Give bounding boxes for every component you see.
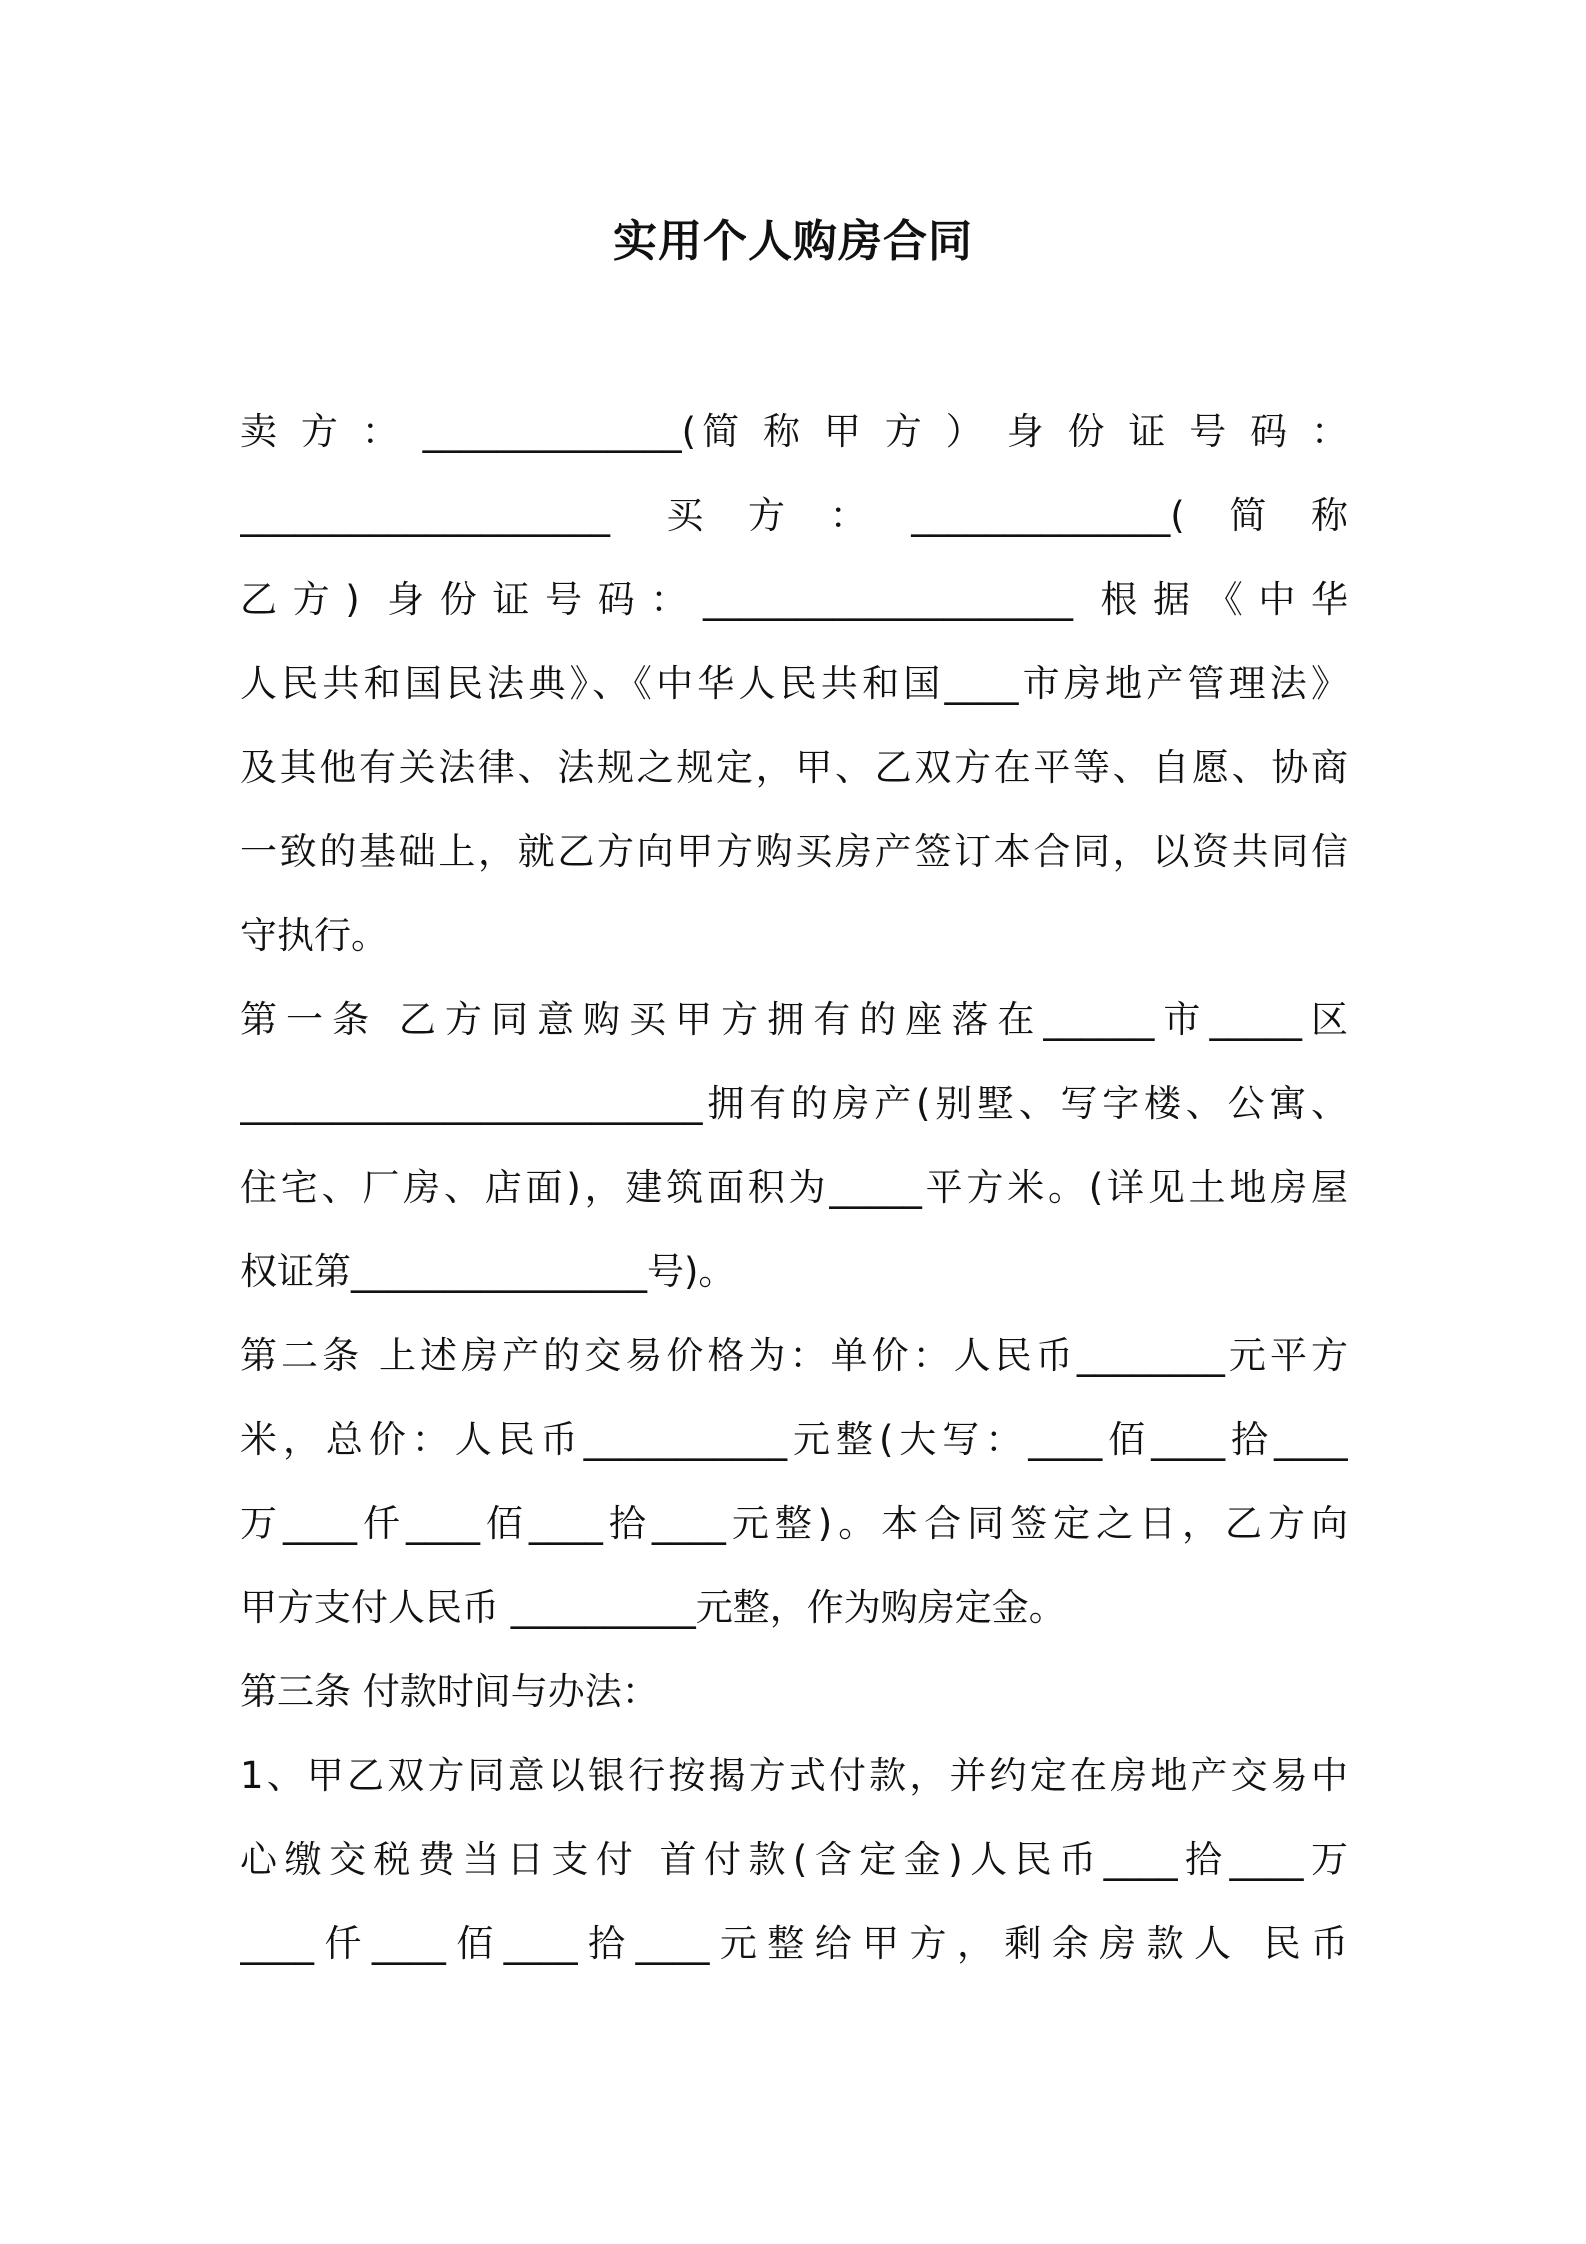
text-line-1: 卖 方 ： ______________(简 称 甲 方 ） 身 份 证 号 码 ：: [240, 410, 1348, 453]
text-line-2: ____________________ 买方：______________(简称: [240, 494, 1348, 537]
text-line-12: 第二条 上述房产的交易价格为：单价：人民币________元平方: [240, 1334, 1348, 1377]
text-line-14: 万____仟____佰____拾____元整)。本合同签定之日，乙方向: [240, 1502, 1348, 1545]
text-line-13: 米，总价：人民币___________元整(大写：____佰____拾____: [240, 1418, 1348, 1461]
text-line-17: 1、甲乙双方同意以银行按揭方式付款，并约定在房地产交易中: [240, 1754, 1348, 1797]
text-line-10: 住宅、厂房、店面)，建筑面积为_____平方米。(详见土地房屋: [240, 1166, 1348, 1209]
text-line-15: 甲方支付人民币 __________元整，作为购房定金。: [240, 1586, 1066, 1629]
text-line-3: 乙方) 身份证号码：____________________ 根据《中华: [240, 578, 1348, 621]
text-line-11: 权证第________________号)。: [240, 1250, 736, 1293]
document-title: 实用个人购房合同: [613, 216, 973, 267]
text-line-19: ____仟____佰____拾____元整给甲方，剩余房款人 民币: [240, 1922, 1348, 1965]
text-line-4: 人民共和国民法典》、《中华人民共和国____市房地产管理法》: [240, 662, 1348, 705]
text-line-18: 心缴交税费当日支付 首付款(含定金)人民币____拾____万: [240, 1838, 1348, 1881]
text-line-16: 第三条 付款时间与办法：: [240, 1670, 659, 1713]
text-line-5: 及其他有关法律、法规之规定，甲、乙双方在平等、自愿、协商: [240, 746, 1348, 789]
text-line-7: 守执行。: [240, 914, 388, 957]
text-line-6: 一致的基础上，就乙方向甲方购买房产签订本合同，以资共同信: [240, 830, 1348, 873]
text-line-8: 第一条 乙方同意购买甲方拥有的座落在______市_____区: [240, 998, 1348, 1041]
text-line-9: _________________________拥有的房产(别墅、写字楼、公寓、: [240, 1082, 1348, 1125]
